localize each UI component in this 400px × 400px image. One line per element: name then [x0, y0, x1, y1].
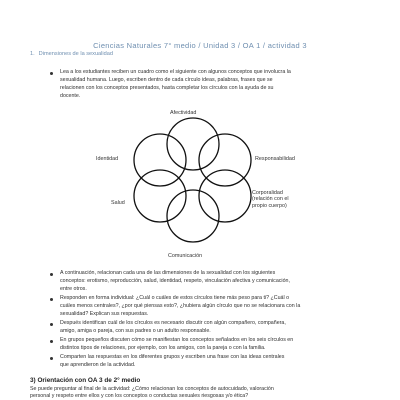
circle-corporalidad: [199, 170, 251, 222]
bullet-dot: [50, 323, 53, 326]
label-afectividad: Afectividad: [170, 110, 197, 116]
label-responsabilidad: Responsabilidad: [255, 156, 295, 162]
label-corporalidad-line: Corporalidad: [252, 190, 283, 196]
bullet-dot: [50, 72, 53, 75]
bullet-dot: [50, 298, 53, 301]
label-corporalidad-line: propio cuerpo): [252, 202, 287, 209]
bullet-line: A continuación, relacionan cada una de las dimensiones de la sexualidad con los siguientes: [60, 270, 276, 276]
bullet-line: entre otros.: [60, 286, 87, 292]
orientation-line: personal y respeto entre ellos y con los conceptos o conductas sexuales riesgosas y/o ética?: [30, 393, 249, 399]
section-number: 1.: [30, 51, 35, 57]
bullet-line: Después identifican cuál de los círculos es necesario discutir con algún compañero, compañera,: [60, 320, 286, 326]
section-subtitle: [30, 51, 113, 57]
label-identidad: Identidad: [96, 156, 119, 162]
bullet-line: amigo, amiga o pareja, con sus padres o un adulto responsable.: [60, 328, 211, 334]
bullet-line: que aprendieron de la actividad.: [60, 362, 136, 368]
label-corporalidad: [252, 190, 289, 209]
bullet-line: Comparten las respuestas en los diferentes grupos y escriben una frase con las ideas centrales: [60, 354, 285, 360]
label-comunicacion: Comunicación: [168, 253, 203, 259]
intro-line: Lea a los estudiantes reciben un cuadro como el siguiente con algunos conceptos que involucra la: [60, 69, 291, 75]
bullet-line: Responden en forma individual: ¿Cuál o cuáles de estos círculos tiene más peso para ti? ¿Cuál o: [60, 295, 290, 301]
circle-responsabilidad: [199, 134, 251, 186]
document-header-title: Ciencias Naturales 7° medio / Unidad 3 / OA 1 / actividad 3: [93, 41, 307, 50]
bullet-line: cuáles menos centrales?, ¿por qué piensas esto?, ¿hubiera algún círculo que no se relacionara con la: [60, 303, 301, 309]
circle-salud: [134, 170, 186, 222]
intro-line: docente.: [60, 93, 81, 99]
bullet-line: conceptos: erotismo, reproducción, salud, identidad, respeto, vinculación afectiva y comunicación,: [60, 278, 290, 284]
bullet-dot: [50, 340, 53, 343]
circle-comunicacion: [167, 190, 219, 242]
orientation-line: Se puede preguntar al final de la actividad: ¿Cómo relacionan los conceptos de autocuidado, valoración: [30, 386, 274, 392]
intro-line: sexualidad humana. Luego, escriben dentro de cada círculo ideas, palabras, frases que se: [60, 77, 273, 83]
bullet-dot: [50, 273, 53, 276]
bullet-line: sexualidad? Explican sus respuestas.: [60, 311, 149, 317]
bullet-dot: [50, 357, 53, 360]
circle-afectividad: [167, 118, 219, 170]
label-corporalidad-line: (relación con el: [252, 196, 289, 203]
bullet-line: En grupos pequeños discuten cómo se manifiestan los conceptos señalados en los seis círculos en: [60, 337, 294, 343]
bullet-line: distintos tipos de relaciones, por ejemplo, con los amigos, con la pareja o con la familia.: [60, 345, 266, 351]
intro-line: relacionen con los conceptos presentados, hasta completar los círculos con la ayuda de su: [60, 85, 274, 91]
circle-identidad: [134, 134, 186, 186]
orientation-heading: 3) Orientación con OA 3 de 2° medio: [30, 377, 141, 384]
section-title: Dimensiones de la sexualidad: [38, 51, 113, 57]
label-salud: Salud: [111, 200, 125, 206]
